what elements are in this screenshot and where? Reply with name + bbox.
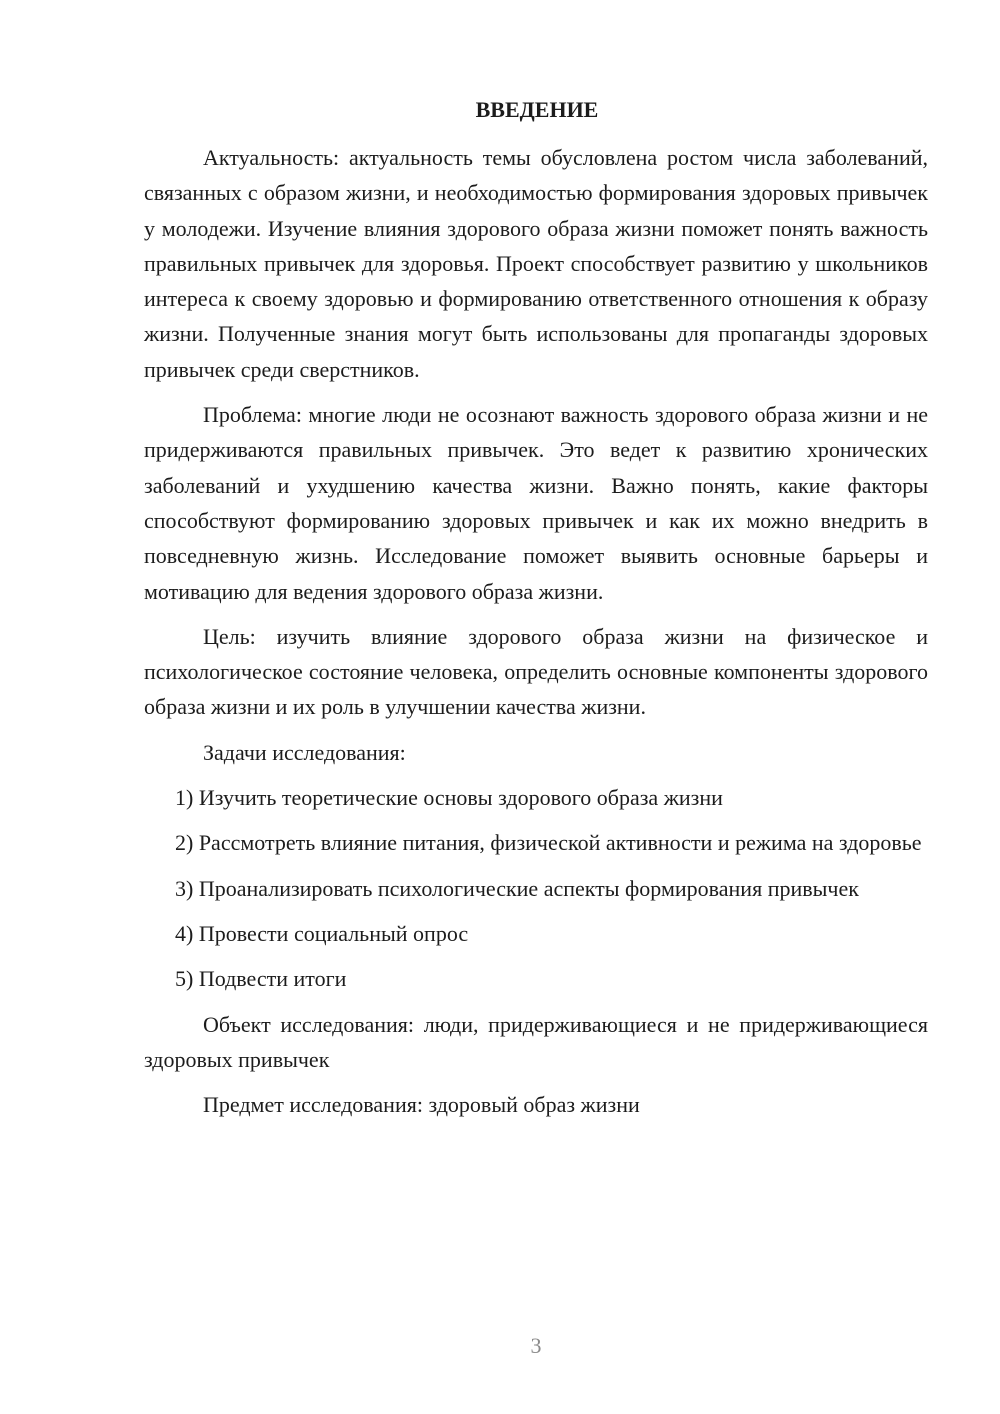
task-item: 1) Изучить теоретические основы здорового образа жизни bbox=[175, 785, 723, 811]
paragraph-goal: Цель: изучить влияние здорового образа жизни на физическое и психологическое состояние человека, определить основные компоненты здорового образа жизни и их роль в улучшении качества жизни. bbox=[144, 623, 928, 720]
task-item: 5) Подвести итоги bbox=[175, 966, 347, 992]
page-number: 3 bbox=[530, 1333, 542, 1358]
task-item: 4) Провести социальный опрос bbox=[175, 920, 469, 946]
paragraph-relevance: Актуальность: актуальность темы обусловлена ростом числа заболеваний, связанных с образом жизни, и необходимостью формирования здоровых привычек у молодежи. Изучение влияния здорового образа жизни поможет понять важность правильных привычек для здоровья. Проект способствует развитию у школьников интереса к своему здоровью и формированию ответственного отношения к образу жизни. Полученные знания могут быть использованы для пропаганды здоровых привычек среди сверстников. bbox=[144, 145, 928, 382]
task-item: 3) Проанализировать психологические аспекты формирования привычек bbox=[175, 875, 859, 901]
document-page bbox=[144, 92, 928, 1132]
tasks-heading: Задачи исследования: bbox=[203, 739, 406, 765]
paragraph-problem: Проблема: многие люди не осознают важность здорового образа жизни и не придерживаются правильных привычек. Это ведет к развитию хронических заболеваний и ухудшению качества жизни. Важно понять, какие факторы способствуют формированию здоровых привычек и как их можно внедрить в повседневную жизнь. Исследование поможет выявить основные барьеры и мотивацию для ведения здорового образа жизни. bbox=[144, 402, 928, 604]
task-item: 2) Рассмотреть влияние питания, физической активности и режима на здоровье bbox=[175, 830, 922, 856]
paragraph-subject: Предмет исследования: здоровый образ жизни bbox=[203, 1092, 640, 1118]
paragraph-object: Объект исследования: люди, придерживающиеся и не придерживающиеся здоровых привычек bbox=[144, 1011, 928, 1072]
section-heading: ВВЕДЕНИЕ bbox=[475, 97, 599, 122]
